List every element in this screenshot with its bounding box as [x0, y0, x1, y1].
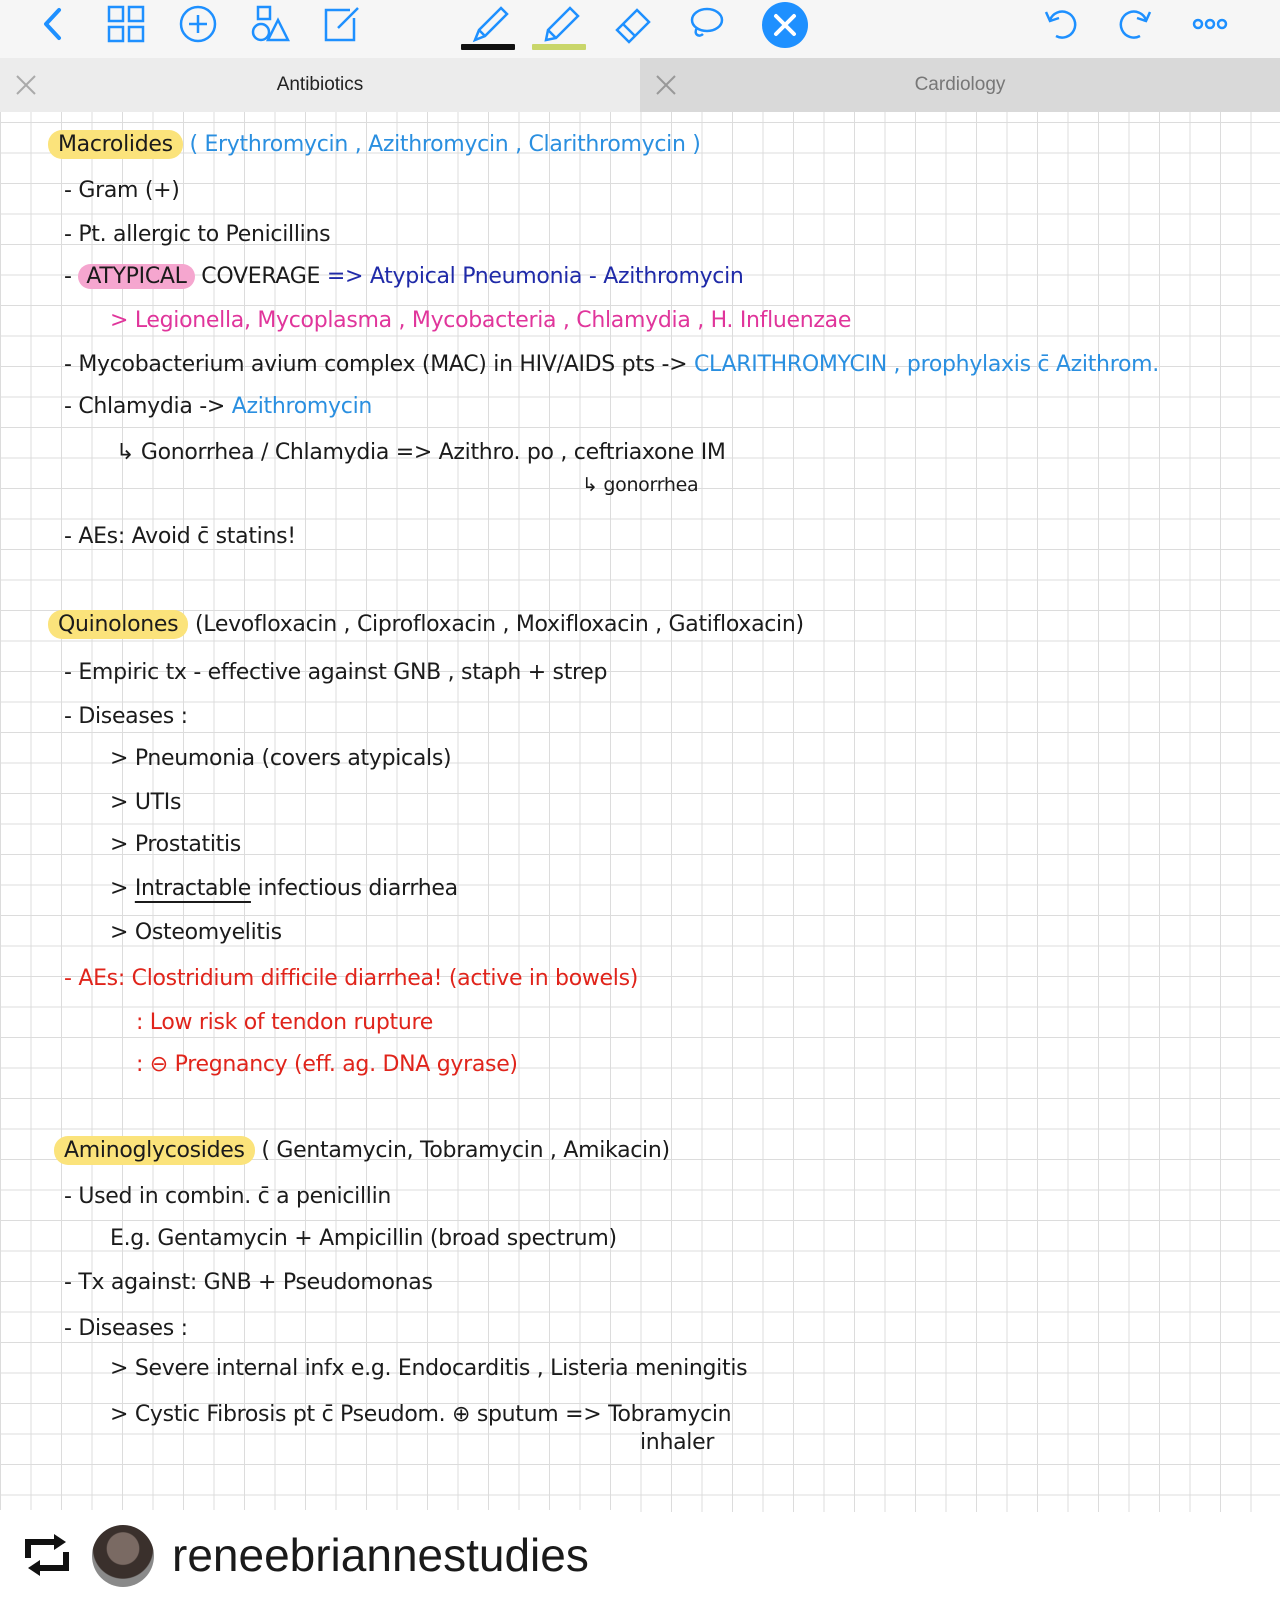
note-line: - Diseases :: [64, 1316, 188, 1341]
note-line: [64, 392, 372, 422]
aminoglycosides-heading-line: [54, 1136, 670, 1166]
note-text: - Chlamydia ->: [64, 394, 226, 419]
note-line: ↳ gonorrhea: [582, 474, 699, 496]
note-line: - Gram (+): [64, 178, 180, 203]
note-text: - Mycobacterium avium complex (MAC) in HIV/AIDS pts ->: [64, 352, 688, 377]
note-line: - AEs: Clostridium difficile diarrhea! (active in bowels): [64, 966, 639, 991]
section-heading: Quinolones: [48, 610, 188, 639]
drug-list: ( Gentamycin, Tobramycin , Amikacin): [261, 1138, 670, 1163]
highlighter-color-indicator: [532, 44, 586, 50]
note-line: > Prostatitis: [110, 832, 241, 857]
note-line: > Cystic Fibrosis pt c̄ Pseudom. ⊕ sputum => Tobramycin: [110, 1402, 732, 1427]
note-line: inhaler: [640, 1430, 715, 1455]
note-line: ↳ Gonorrhea / Chlamydia => Azithro. po , ceftriaxone IM: [116, 440, 726, 465]
note-text: Azithromycin: [231, 394, 373, 419]
pen-icon[interactable]: [467, 2, 511, 46]
note-line: - Pt. allergic to Penicillins: [64, 222, 331, 247]
note-text: COVERAGE: [201, 264, 321, 289]
note-line: - Diseases :: [64, 704, 188, 729]
section-heading: Aminoglycosides: [54, 1136, 255, 1165]
tab-bar: [0, 58, 1280, 112]
drug-list: (Levofloxacin , Ciprofloxacin , Moxifloxacin , Gatifloxacin): [195, 612, 804, 637]
lasso-icon[interactable]: [683, 2, 727, 46]
drug-list: ( Erythromycin , Azithromycin , Clarithromycin ): [189, 132, 701, 157]
note-line: > Osteomyelitis: [110, 920, 282, 945]
note-line: > Legionella, Mycoplasma , Mycobacteria , Chlamydia , H. Influenzae: [110, 308, 852, 333]
note-text: => Atypical Pneumonia - Azithromycin: [326, 264, 744, 289]
note-line: - Tx against: GNB + Pseudomonas: [64, 1270, 433, 1295]
username[interactable]: reneebriannestudies: [172, 1529, 589, 1581]
repost-banner: [0, 1510, 635, 1600]
eraser-icon[interactable]: [611, 2, 655, 46]
toolbar: [0, 0, 1280, 58]
note-text: >: [110, 876, 135, 901]
bullet-dash: -: [64, 264, 72, 289]
section-heading: Macrolides: [48, 130, 183, 159]
pen-color-indicator: [461, 44, 515, 50]
highlighter-icon[interactable]: [538, 2, 582, 46]
tab-label: Cardiology: [914, 74, 1006, 95]
note-line: [110, 874, 458, 904]
note-line: - AEs: Avoid c̄ statins!: [64, 524, 296, 549]
compose-icon[interactable]: [320, 2, 364, 46]
more-icon[interactable]: [1188, 2, 1232, 46]
redo-icon[interactable]: [1112, 2, 1156, 46]
add-icon[interactable]: [176, 2, 220, 46]
tab-close-icon[interactable]: [14, 73, 38, 97]
note-line: E.g. Gentamycin + Ampicillin (broad spectrum): [110, 1226, 617, 1251]
note-line: > UTIs: [110, 790, 182, 815]
note-line: [64, 262, 744, 292]
note-text: Intractable: [134, 876, 251, 901]
note-text: infectious diarrhea: [250, 876, 458, 901]
undo-icon[interactable]: [1040, 2, 1084, 46]
note-text: CLARITHROMYCIN , prophylaxis c̄ Azithrom.: [694, 352, 1159, 377]
tab-cardiology[interactable]: [640, 58, 1280, 112]
note-line: - Empiric tx - effective against GNB , staph + strep: [64, 660, 608, 685]
macrolides-heading-line: [48, 130, 701, 160]
note-line: > Severe internal infx e.g. Endocarditis , Listeria meningitis: [110, 1356, 748, 1381]
close-icon[interactable]: [760, 0, 810, 50]
note-line: : Low risk of tendon rupture: [136, 1010, 433, 1035]
shapes-icon[interactable]: [248, 2, 292, 46]
repost-icon[interactable]: [22, 1532, 72, 1578]
note-line: - Used in combin. c̄ a penicillin: [64, 1184, 392, 1209]
note-line: [64, 350, 1159, 380]
note-canvas[interactable]: [0, 112, 1280, 1512]
tab-close-icon[interactable]: [654, 73, 678, 97]
note-line: : ⊖ Pregnancy (eff. ag. DNA gyrase): [136, 1052, 518, 1077]
back-icon[interactable]: [32, 2, 76, 46]
avatar[interactable]: [92, 1525, 154, 1587]
tab-antibiotics[interactable]: [0, 58, 640, 112]
quinolones-heading-line: [48, 610, 804, 640]
note-line: > Pneumonia (covers atypicals): [110, 746, 452, 771]
atypical-badge: ATYPICAL: [78, 264, 194, 289]
thumbnails-icon[interactable]: [104, 2, 148, 46]
tab-label: Antibiotics: [276, 74, 364, 95]
